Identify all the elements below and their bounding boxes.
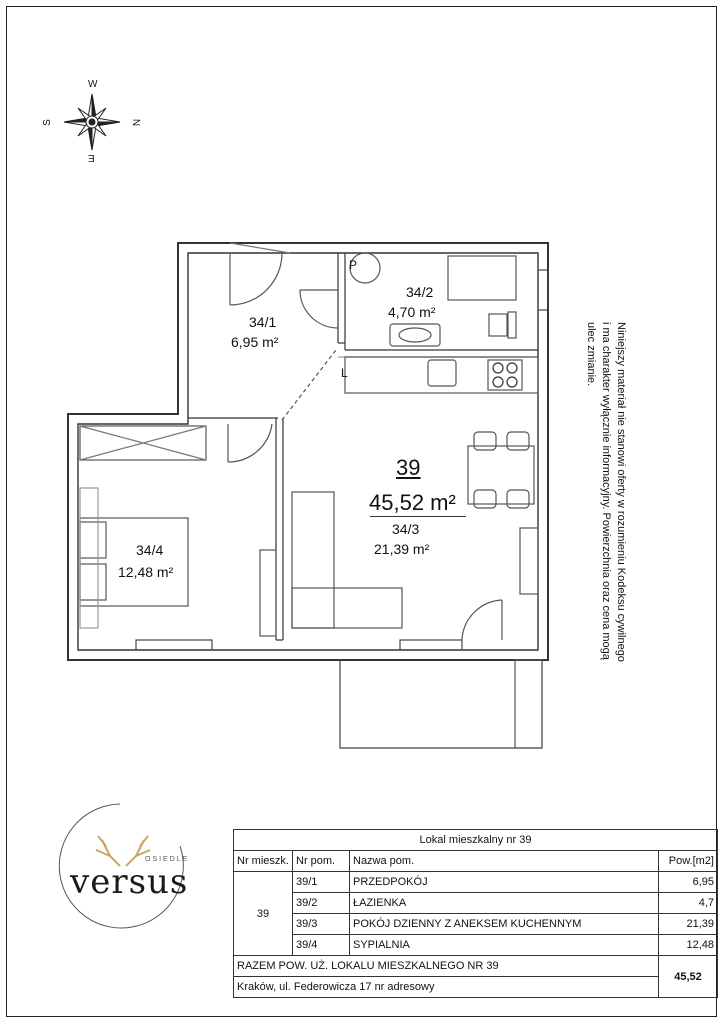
table-row	[234, 872, 718, 893]
total-label: RAZEM POW. UŻ. LOKALU MIESZKALNEGO NR 39	[234, 956, 659, 977]
room-number: 34/1	[249, 314, 277, 330]
total-area: 45,52	[659, 956, 718, 998]
apartment-divider	[370, 516, 466, 517]
compass-west-label: W	[88, 79, 98, 90]
room-name-cell: POKÓJ DZIENNY Z ANEKSEM KUCHENNYM	[350, 914, 659, 935]
room-nr-cell: 39/3	[293, 914, 350, 935]
compass-south-label: S	[41, 119, 53, 126]
table-row	[234, 914, 718, 935]
table-row	[234, 935, 718, 956]
room-area: 21,39 m²	[374, 541, 430, 557]
logo-subtitle: OSIEDLE	[145, 856, 190, 863]
room-name-cell: PRZEDPOKÓJ	[350, 872, 659, 893]
room-area-cell: 4,7	[659, 893, 718, 914]
room-nr-cell: 39/2	[293, 893, 350, 914]
room-nr-cell: 39/4	[293, 935, 350, 956]
table-header: Nr pom.	[293, 851, 350, 872]
room-name-cell: ŁAZIENKA	[350, 893, 659, 914]
room-area: 12,48 m²	[118, 564, 174, 580]
marker-p: P	[349, 258, 358, 272]
table-row	[234, 893, 718, 914]
room-area-cell: 12,48	[659, 935, 718, 956]
room-nr-cell: 39/1	[293, 872, 350, 893]
room-number: 34/2	[406, 284, 434, 300]
compass-east-label: E	[88, 152, 95, 163]
room-name-cell: SYPIALNIA	[350, 935, 659, 956]
room-area-cell: 21,39	[659, 914, 718, 935]
apartment-area: 45,52 m²	[369, 490, 456, 515]
table-title: Lokal mieszkalny nr 39	[234, 830, 718, 851]
address: Kraków, ul. Federowicza 17 nr adresowy	[234, 977, 659, 998]
table-header: Nr mieszk.	[234, 851, 293, 872]
marker-l: L	[341, 366, 348, 380]
room-area: 6,95 m²	[231, 334, 279, 350]
table-header: Nazwa pom.	[350, 851, 659, 872]
logo-wordmark: versus	[70, 862, 189, 902]
room-number: 34/3	[392, 521, 420, 537]
disclaimer-text: Niniejszy materiał nie stanowi oferty w rozumieniu Kodeksu cywilnego i ma charakter wyłącznie informacyjny. Powierzchnia oraz cena mogą ulec zmianie.	[585, 322, 627, 662]
apartment-number: 39	[396, 455, 421, 480]
room-spec-table	[233, 829, 718, 998]
room-number: 34/4	[136, 542, 164, 558]
room-area-cell: 6,95	[659, 872, 718, 893]
table-header: Pow.[m2]	[659, 851, 718, 872]
compass-rose-icon	[64, 94, 120, 150]
compass-north-label: N	[130, 118, 142, 127]
room-area: 4,70 m²	[388, 304, 436, 320]
apartment-number-cell: 39	[234, 872, 293, 956]
